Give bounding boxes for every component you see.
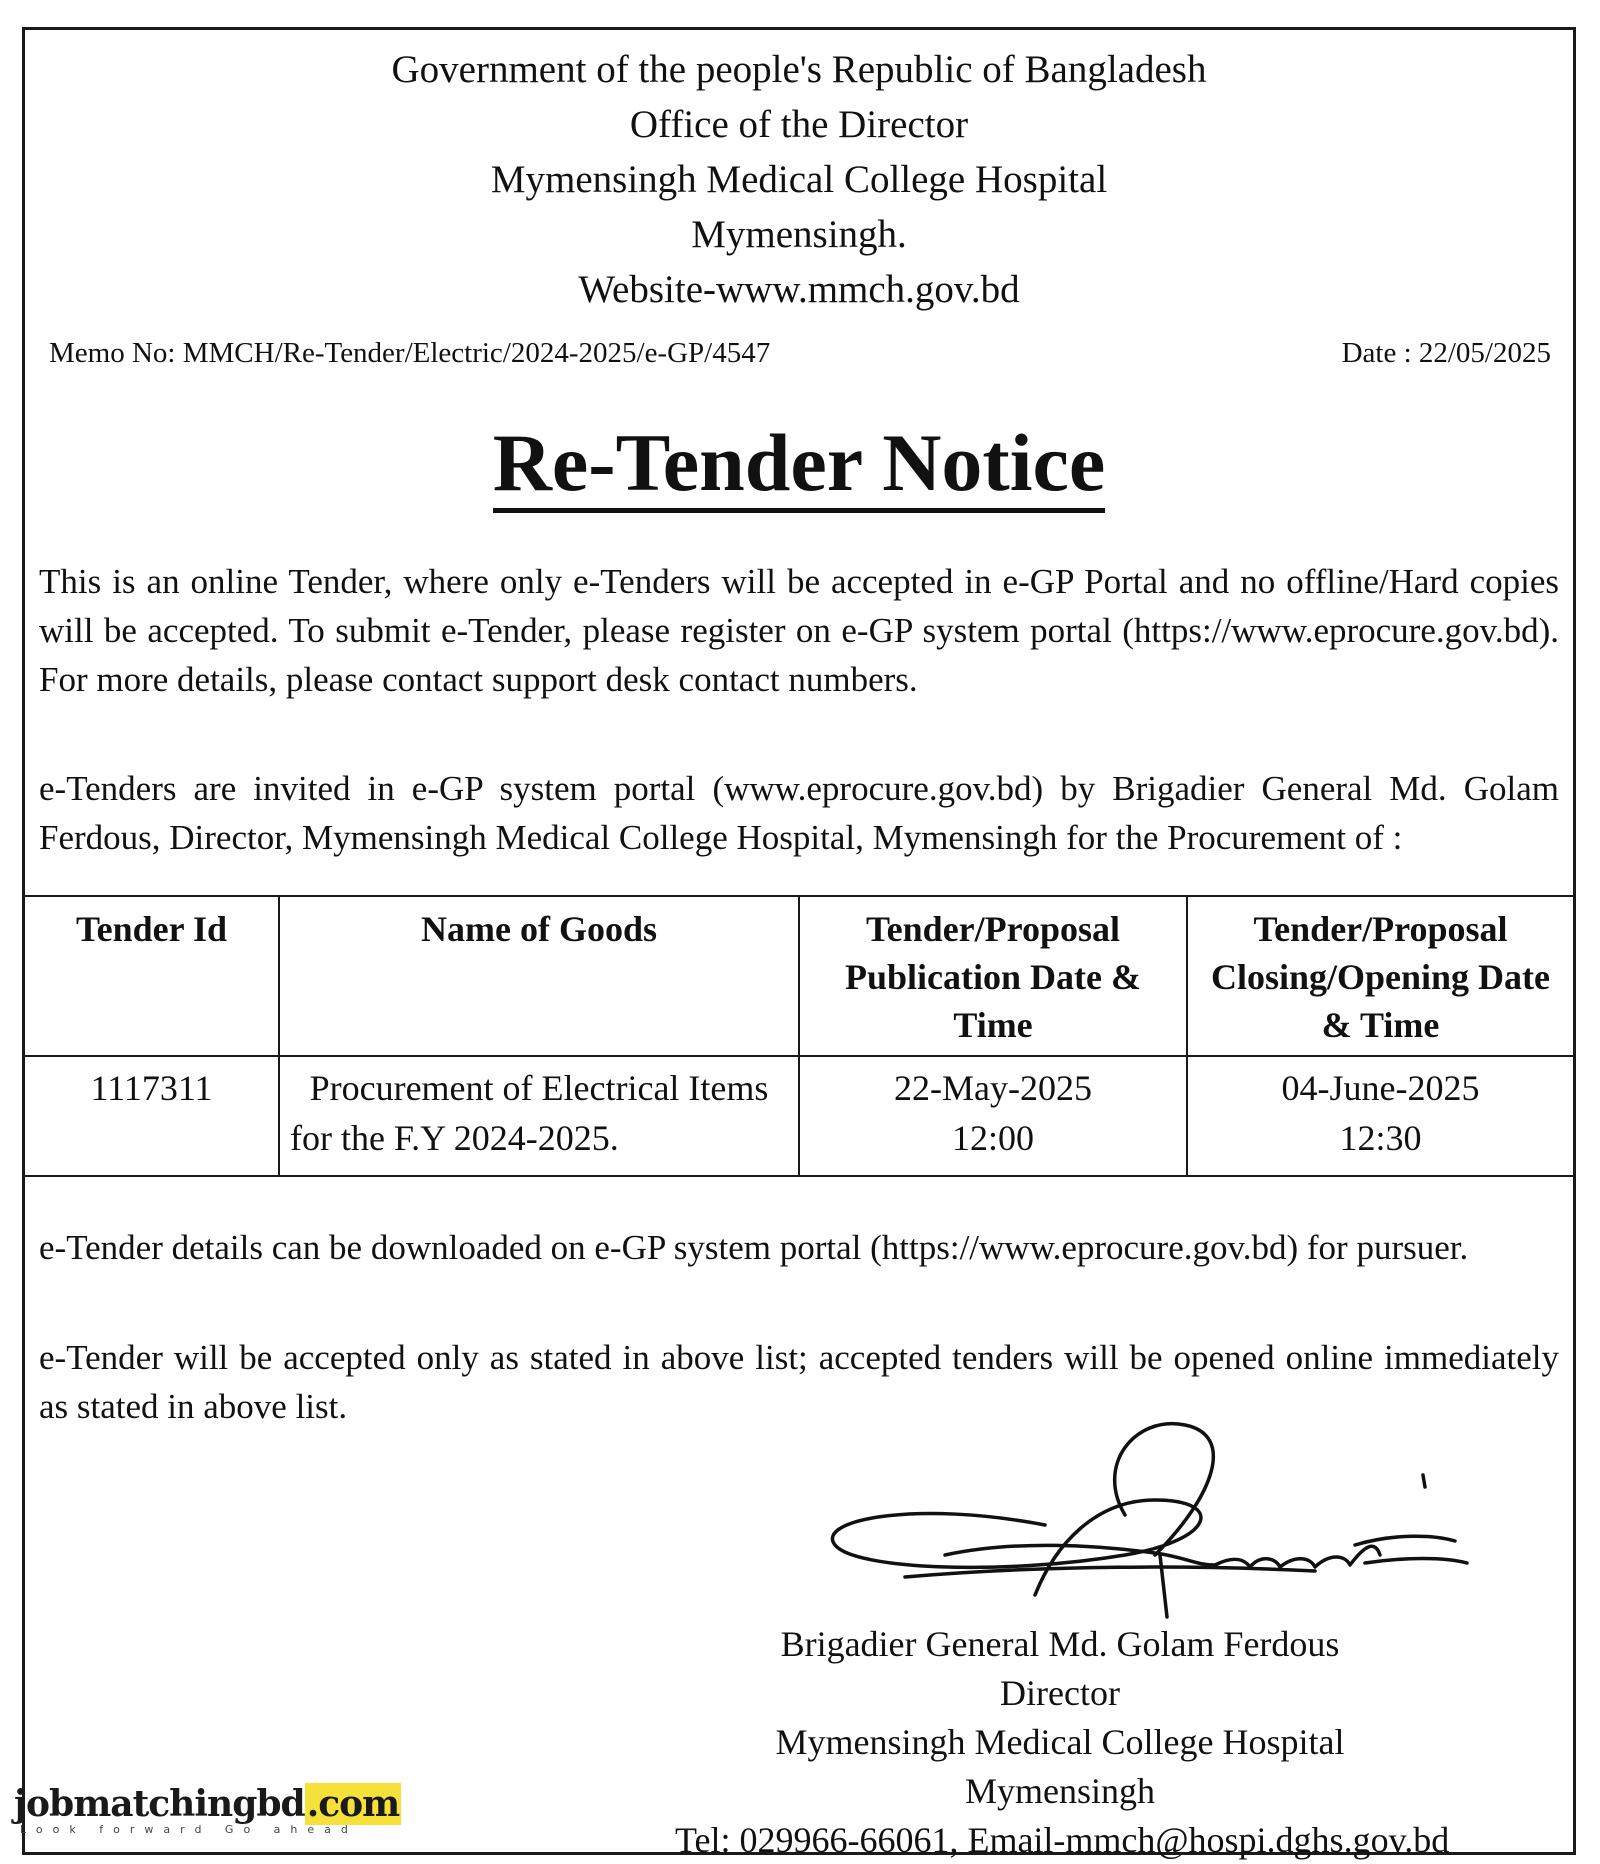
signature-tail <box>1355 1536 1467 1563</box>
header-publication: Tender/Proposal Publication Date & Time <box>799 896 1187 1056</box>
header-tender-id: Tender Id <box>25 896 279 1056</box>
signature-image <box>795 1405 1495 1630</box>
signature-upper-loop <box>1115 1424 1214 1555</box>
letterhead-government: Government of the people's Republic of Bangladesh <box>391 48 1207 91</box>
watermark-text <box>14 1785 414 1823</box>
signatory-contact: Tel: 029966-66061, Email-mmch@hospi.dghs.gov.bd <box>675 1820 1450 1860</box>
signatory-office: Mymensingh Medical College Hospital <box>775 1722 1345 1762</box>
closing-date: 04-June-2025 <box>1281 1068 1480 1108</box>
accept-paragraph: e-Tender will be accepted only as stated in above list; accepted tenders will be opened online immediately as stated in above list. <box>39 1338 1559 1426</box>
signatory-city: Mymensingh <box>964 1771 1155 1811</box>
notice-title-text: Re-Tender Notice <box>493 417 1106 513</box>
watermark-site: jobmatchingbd <box>14 1783 305 1825</box>
header-goods: Name of Goods <box>279 896 799 1056</box>
memo-row <box>49 335 1551 371</box>
memo-number: Memo No: MMCH/Re-Tender/Electric/2024-2025/e-GP/4547 <box>49 337 771 369</box>
cell-publication <box>799 1056 1187 1176</box>
letterhead-website: Website-www.mmch.gov.bd <box>578 268 1020 311</box>
watermark-tld: .com <box>306 1783 400 1825</box>
signature-mark <box>1423 1475 1425 1487</box>
signatory-designation: Director <box>1000 1673 1120 1713</box>
letterhead-city: Mymensingh. <box>691 213 907 256</box>
notice-frame <box>22 27 1576 1860</box>
header-closing: Tender/Proposal Closing/Opening Date & Time <box>1187 896 1573 1056</box>
intro-paragraph: This is an online Tender, where only e-Tenders will be accepted in e-GP Portal and no offline/Hard copies will be accepted. To submit e-Tender, please register on e-GP system portal (https://www.eprocure.gov.bd). For more details, please contact support desk contact numbers. <box>39 562 1559 699</box>
invite-paragraph: e-Tenders are invited in e-GP system portal (www.eprocure.gov.bd) by Brigadier General Md. Golam Ferdous, Director, Mymensingh Medical College Hospital, Mymensingh for the Procurement of : <box>39 769 1559 857</box>
signature-stem <box>1160 1555 1167 1617</box>
closing-time: 12:30 <box>1339 1118 1422 1158</box>
table-row <box>25 1056 1573 1176</box>
memo-date: Date : 22/05/2025 <box>1341 337 1551 369</box>
signatory-block <box>675 1620 1450 1864</box>
letterhead <box>25 42 1573 317</box>
download-paragraph: e-Tender details can be downloaded on e-GP system portal (https://www.eprocure.gov.bd) for pursuer. <box>39 1228 1469 1267</box>
notice-title <box>25 415 1573 510</box>
publication-date: 22-May-2025 <box>894 1068 1092 1108</box>
publication-time: 12:00 <box>951 1118 1034 1158</box>
watermark-tagline: Look forward Go ahead <box>20 1823 358 1836</box>
letterhead-office: Office of the Director <box>629 103 969 146</box>
letterhead-hospital: Mymensingh Medical College Hospital <box>490 158 1108 201</box>
cell-tender-id: 1117311 <box>25 1056 279 1176</box>
tender-table <box>25 895 1573 1177</box>
cell-goods: Procurement of Electrical Items for the F.Y 2024-2025. <box>279 1056 799 1176</box>
watermark-logo <box>14 1785 414 1845</box>
cell-closing <box>1187 1056 1573 1176</box>
signatory-name: Brigadier General Md. Golam Ferdous <box>780 1624 1340 1664</box>
tender-table-header <box>25 896 1573 1056</box>
